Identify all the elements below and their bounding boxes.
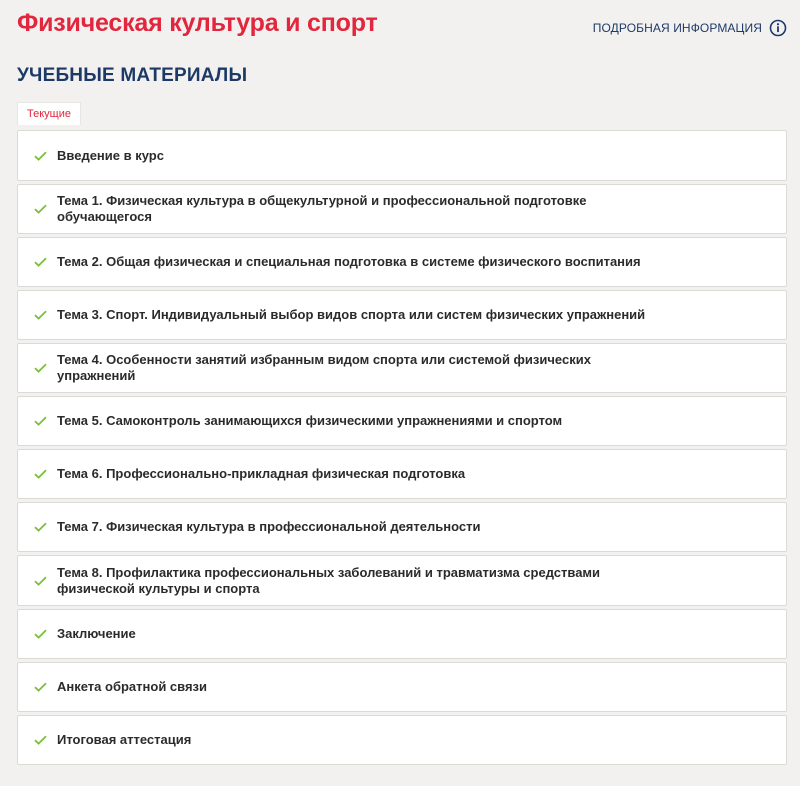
- check-icon: [34, 522, 47, 532]
- check-icon: [34, 629, 47, 639]
- material-item[interactable]: [17, 609, 787, 659]
- check-icon: [34, 363, 47, 373]
- materials-list: [17, 130, 787, 768]
- material-item[interactable]: [17, 184, 787, 234]
- check-icon: [34, 469, 47, 479]
- check-icon: [34, 151, 47, 161]
- check-icon: [34, 416, 47, 426]
- material-label: Тема 4. Особенности занятий избранным видом спорта или системой физических упражнений: [57, 352, 591, 383]
- material-label: Тема 3. Спорт. Индивидуальный выбор видов спорта или систем физических упражнений: [57, 307, 646, 322]
- check-icon: [34, 735, 47, 745]
- material-label: Итоговая аттестация: [57, 732, 192, 747]
- material-label: Введение в курс: [57, 147, 164, 163]
- check-icon: [34, 257, 47, 267]
- section-title: УЧЕБНЫЕ МАТЕРИАЛЫ: [17, 65, 248, 86]
- more-info-label: ПОДРОБНАЯ ИНФОРМАЦИЯ: [592, 21, 762, 35]
- material-label: Заключение: [57, 626, 136, 641]
- material-item[interactable]: [17, 502, 787, 552]
- check-icon: [34, 576, 47, 586]
- material-item[interactable]: [17, 343, 787, 393]
- check-icon: [34, 682, 47, 692]
- material-item[interactable]: [17, 715, 787, 765]
- material-item[interactable]: [17, 555, 787, 606]
- material-label: Анкета обратной связи: [57, 679, 208, 694]
- material-item[interactable]: [17, 290, 787, 340]
- material-item[interactable]: [17, 662, 787, 712]
- material-item[interactable]: [17, 449, 787, 499]
- material-label: Тема 6. Профессионально-прикладная физическая подготовка: [57, 466, 466, 481]
- info-circle-icon: [769, 19, 787, 37]
- material-label: Тема 8. Профилактика профессиональных заболеваний и травматизма средствами физической культуры и спорта: [57, 564, 601, 596]
- more-info-link[interactable]: [593, 19, 787, 37]
- material-item[interactable]: [17, 130, 787, 181]
- course-title: Физическая культура и спорт: [17, 9, 378, 37]
- material-label: Тема 2. Общая физическая и специальная подготовка в системе физического воспитания: [57, 254, 641, 269]
- material-label: Тема 7. Физическая культура в профессиональной деятельности: [57, 519, 481, 534]
- check-icon: [34, 310, 47, 320]
- tab-current[interactable]: Текущие: [17, 102, 81, 125]
- check-icon: [34, 204, 47, 214]
- material-item[interactable]: [17, 396, 787, 446]
- material-label: Тема 5. Самоконтроль занимающихся физическими упражнениями и спортом: [57, 413, 563, 428]
- material-label: Тема 1. Физическая культура в общекультурной и профессиональной подготовке обучающегося: [57, 193, 587, 224]
- material-item[interactable]: [17, 237, 787, 287]
- page-header: [17, 0, 787, 58]
